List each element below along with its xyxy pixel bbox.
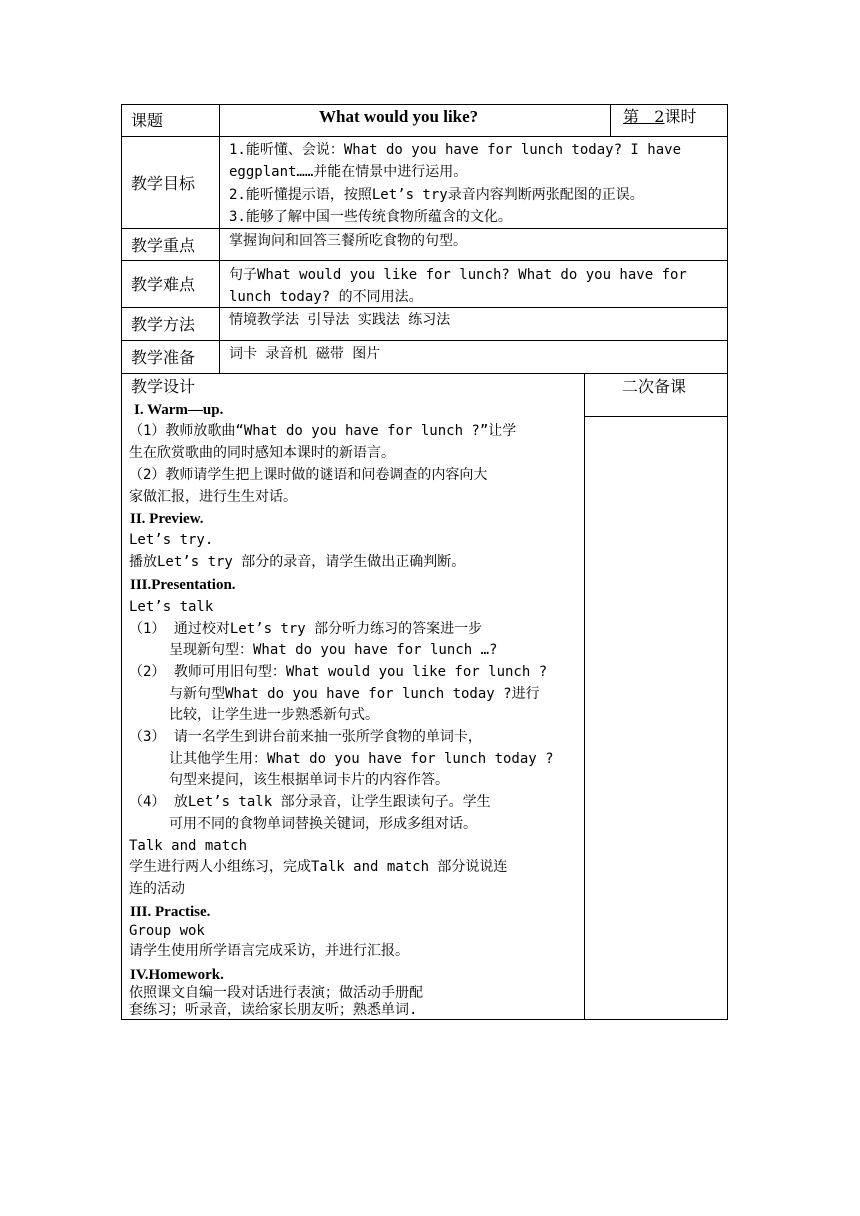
goals-line: 2.能听懂提示语，按照Let’s try录音内容判断两张配图的正误。 — [229, 187, 644, 203]
presentation-title: III.Presentation. — [130, 577, 236, 593]
talk-match-line: 连的活动 — [129, 881, 185, 897]
page-title: What would you like? — [319, 107, 479, 126]
row-divider — [121, 136, 728, 137]
homework-line: 依照课文自编一段对话进行表演；做活动手册配 — [129, 985, 423, 1001]
preview-line: 播放Let’s try 部分的录音，请学生做出正确判断。 — [129, 554, 466, 570]
talk-match-line: 学生进行两人小组练习，完成Talk and match 部分说说连 — [129, 859, 508, 875]
period-prefix: 第 — [623, 107, 640, 126]
goals-line: 3.能够了解中国一些传统食物所蕴含的文化。 — [229, 209, 512, 225]
presentation-line: 句型来提问，该生根据单词卡片的内容作答。 — [169, 772, 449, 788]
difficulty-line: lunch today? 的不同用法。 — [229, 289, 423, 305]
period-column-divider — [610, 104, 611, 137]
period-spacer — [639, 107, 654, 126]
presentation-line: （2） 教师可用旧句型：What would you like for lunch ? — [129, 664, 548, 680]
method-label: 教学方法 — [131, 315, 196, 334]
homework-title: IV.Homework. — [130, 967, 224, 983]
lets-talk-heading: Let’s talk — [129, 599, 214, 615]
key-text: 掌握询问和回答三餐所吃食物的句型。 — [229, 233, 467, 249]
warmup-title: I. Warm—up. — [134, 402, 224, 418]
key-label: 教学重点 — [131, 236, 196, 255]
period-field — [623, 108, 696, 126]
table-border-left — [121, 104, 122, 1020]
method-text: 情境教学法 引导法 实践法 练习法 — [229, 312, 451, 328]
prep-label: 教学准备 — [131, 348, 196, 367]
row-divider — [121, 307, 728, 308]
practise-line: Group wok — [129, 923, 205, 939]
difficulty-label: 教学难点 — [131, 275, 196, 294]
presentation-line: （3） 请一名学生到讲台前来抽一张所学食物的单词卡， — [129, 729, 482, 745]
homework-line: 套练习；听录音，读给家长朋友听；熟悉单词. — [129, 1002, 418, 1018]
preview-line: Let’s try. — [129, 532, 214, 548]
talk-match-heading: Talk and match — [129, 838, 248, 854]
presentation-line: 与新句型What do you have for lunch today ?进行 — [169, 686, 540, 702]
prep-text: 词卡 录音机 磁带 图片 — [229, 346, 381, 362]
row-divider — [121, 260, 728, 261]
goals-line: 1.能听懂、会说：What do you have for lunch today? I have — [229, 142, 682, 158]
row-divider — [121, 373, 728, 374]
warmup-line: （2）教师请学生把上课时做的谜语和问卷调查的内容向大 — [129, 467, 488, 483]
row-divider — [121, 228, 728, 229]
side-column-divider — [584, 373, 585, 1020]
presentation-line: 可用不同的食物单词替换关键词，形成多组对话。 — [169, 816, 477, 832]
subject-label: 课题 — [131, 111, 164, 130]
goals-label: 教学目标 — [131, 174, 196, 193]
presentation-line: 比较，让学生进一步熟悉新句式。 — [169, 707, 379, 723]
preview-title: II. Preview. — [130, 511, 204, 527]
practise-line: 请学生使用所学语言完成采访，并进行汇报。 — [129, 943, 409, 959]
warmup-line: （1）教师放歌曲“What do you have for lunch ?”让学 — [129, 423, 517, 439]
table-border-right — [727, 104, 728, 1020]
presentation-line: （1） 通过校对Let’s try 部分听力练习的答案进一步 — [129, 621, 483, 637]
presentation-line: 呈现新句型：What do you have for lunch …? — [169, 642, 498, 658]
practise-title: III. Practise. — [130, 904, 211, 920]
row-divider — [121, 340, 728, 341]
side-heading: 二次备课 — [622, 377, 687, 396]
side-heading-divider — [584, 416, 728, 417]
presentation-line: （4） 放Let’s talk 部分录音，让学生跟读句子。学生 — [129, 794, 491, 810]
period-number: 2 — [654, 107, 665, 126]
design-heading: 教学设计 — [131, 377, 196, 396]
difficulty-line: 句子What would you like for lunch? What do you have for — [229, 267, 687, 283]
table-border-top — [121, 104, 728, 105]
period-suffix: 课时 — [664, 107, 697, 126]
label-column-divider — [219, 104, 220, 374]
goals-line: eggplant……并能在情景中进行运用。 — [229, 164, 468, 180]
warmup-line: 生在欣赏歌曲的同时感知本课时的新语言。 — [129, 445, 395, 461]
warmup-line: 家做汇报，进行生生对话。 — [129, 489, 297, 505]
table-border-bottom — [121, 1019, 728, 1020]
presentation-line: 让其他学生用：What do you have for lunch today ? — [169, 751, 554, 767]
